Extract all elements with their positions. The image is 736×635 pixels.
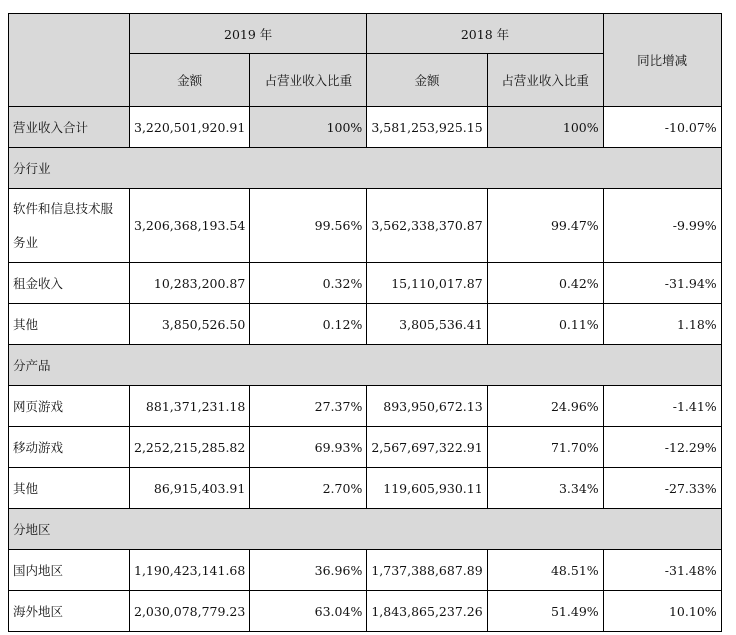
amount-2018-cell: 1,737,388,687.89	[367, 550, 487, 591]
amount-2018-cell: 1,843,865,237.26	[367, 591, 487, 632]
revenue-breakdown-table	[8, 13, 722, 632]
ratio-2019-cell: 0.12%	[250, 304, 367, 345]
row-label: 国内地区	[9, 550, 130, 591]
row-label: 其他	[9, 304, 130, 345]
amount-2018-cell: 15,110,017.87	[367, 263, 487, 304]
amount-2019-cell: 1,190,423,141.68	[130, 550, 250, 591]
yoy-change-cell: -31.94%	[603, 263, 721, 304]
ratio-2018-cell: 48.51%	[487, 550, 603, 591]
ratio-2018-cell: 51.49%	[487, 591, 603, 632]
table-row	[9, 263, 722, 304]
amount-2018-cell: 3,562,338,370.87	[367, 189, 487, 263]
amount-2018-cell: 3,581,253,925.15	[367, 107, 487, 148]
section-label: 分地区	[9, 509, 722, 550]
table-row	[9, 550, 722, 591]
ratio-2018-cell: 71.70%	[487, 427, 603, 468]
ratio-2019-cell: 100%	[250, 107, 367, 148]
row-label: 海外地区	[9, 591, 130, 632]
row-label: 软件和信息技术服务业	[9, 189, 130, 263]
amount-2018-cell: 119,605,930.11	[367, 468, 487, 509]
ratio-2019-cell: 0.32%	[250, 263, 367, 304]
yoy-change-cell: -1.41%	[603, 386, 721, 427]
amount-2019-cell: 86,915,403.91	[130, 468, 250, 509]
amount-2019-cell: 3,850,526.50	[130, 304, 250, 345]
section-label: 分行业	[9, 148, 722, 189]
ratio-2018-cell: 0.42%	[487, 263, 603, 304]
section-label: 分产品	[9, 345, 722, 386]
ratio-2018-cell: 3.34%	[487, 468, 603, 509]
section-row	[9, 148, 722, 189]
table-row	[9, 304, 722, 345]
ratio-2019-cell: 63.04%	[250, 591, 367, 632]
header-ratio-2018: 占营业收入比重	[487, 54, 603, 107]
amount-2018-cell: 893,950,672.13	[367, 386, 487, 427]
ratio-2019-cell: 99.56%	[250, 189, 367, 263]
row-label: 移动游戏	[9, 427, 130, 468]
section-row	[9, 345, 722, 386]
header-amount-2019: 金额	[130, 54, 250, 107]
row-label: 营业收入合计	[9, 107, 130, 148]
yoy-change-cell: -9.99%	[603, 189, 721, 263]
header-year-2018: 2018 年	[367, 14, 603, 54]
table-row	[9, 107, 722, 148]
ratio-2018-cell: 100%	[487, 107, 603, 148]
yoy-change-cell: 1.18%	[603, 304, 721, 345]
ratio-2018-cell: 0.11%	[487, 304, 603, 345]
amount-2019-cell: 3,206,368,193.54	[130, 189, 250, 263]
ratio-2019-cell: 36.96%	[250, 550, 367, 591]
table-row	[9, 591, 722, 632]
amount-2019-cell: 881,371,231.18	[130, 386, 250, 427]
amount-2019-cell: 2,030,078,779.23	[130, 591, 250, 632]
header-corner-cell	[9, 14, 130, 107]
header-ratio-2019: 占营业收入比重	[250, 54, 367, 107]
yoy-change-cell: -10.07%	[603, 107, 721, 148]
row-label: 其他	[9, 468, 130, 509]
row-label: 网页游戏	[9, 386, 130, 427]
section-row	[9, 509, 722, 550]
amount-2018-cell: 2,567,697,322.91	[367, 427, 487, 468]
yoy-change-cell: -12.29%	[603, 427, 721, 468]
header-year-2019: 2019 年	[130, 14, 367, 54]
amount-2019-cell: 2,252,215,285.82	[130, 427, 250, 468]
header-yoy-change: 同比增减	[603, 14, 721, 107]
header-amount-2018: 金额	[367, 54, 487, 107]
yoy-change-cell: -31.48%	[603, 550, 721, 591]
table-row	[9, 468, 722, 509]
amount-2018-cell: 3,805,536.41	[367, 304, 487, 345]
table-row	[9, 189, 722, 263]
yoy-change-cell: -27.33%	[603, 468, 721, 509]
ratio-2019-cell: 2.70%	[250, 468, 367, 509]
yoy-change-cell: 10.10%	[603, 591, 721, 632]
ratio-2019-cell: 69.93%	[250, 427, 367, 468]
amount-2019-cell: 3,220,501,920.91	[130, 107, 250, 148]
table-row	[9, 427, 722, 468]
row-label: 租金收入	[9, 263, 130, 304]
ratio-2018-cell: 24.96%	[487, 386, 603, 427]
ratio-2019-cell: 27.37%	[250, 386, 367, 427]
ratio-2018-cell: 99.47%	[487, 189, 603, 263]
amount-2019-cell: 10,283,200.87	[130, 263, 250, 304]
table-row	[9, 386, 722, 427]
